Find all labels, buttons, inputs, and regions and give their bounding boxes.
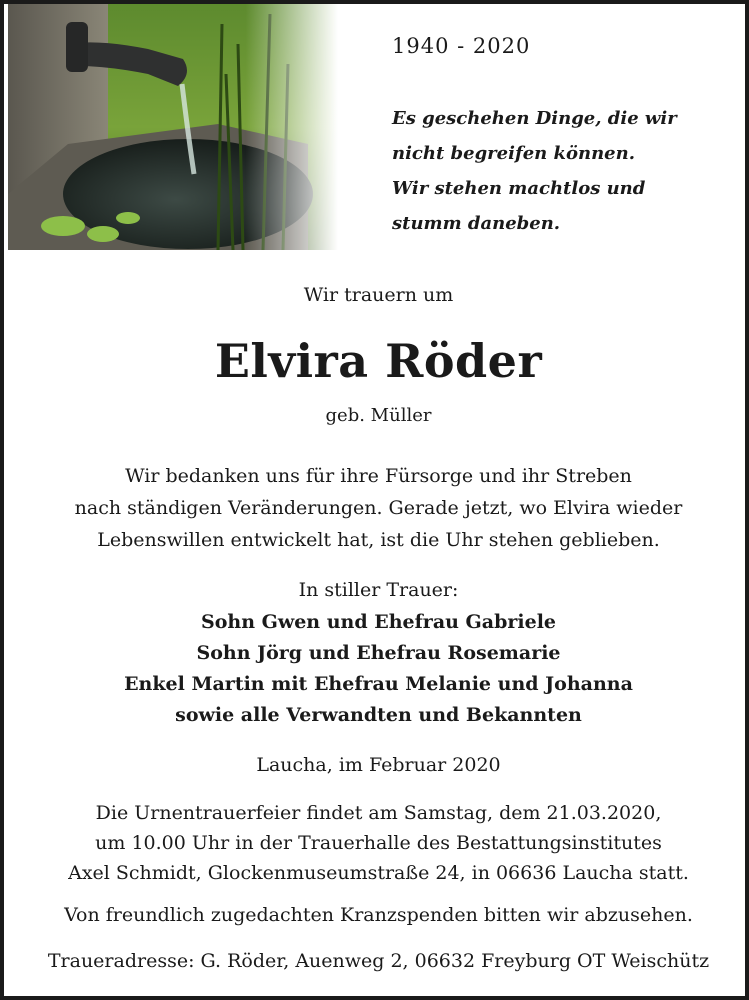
- birth-name: geb. Müller: [325, 405, 432, 426]
- fountain-photo: [8, 4, 338, 250]
- mourning-label: In stiller Trauer:: [298, 579, 459, 601]
- ceremony-line: Die Urnentrauerfeier findet am Samstag, dem 21.03.2020,: [95, 802, 662, 824]
- quote-line: nicht begreifen können.: [392, 143, 635, 164]
- memorial-quote: [392, 101, 677, 241]
- ceremony-line: Axel Schmidt, Glockenmuseumstraße 24, in 06636 Laucha statt.: [68, 862, 689, 884]
- thanks-line: Lebenswillen entwickelt hat, ist die Uhr stehen geblieben.: [97, 529, 660, 551]
- quote-line: stumm daneben.: [392, 213, 561, 234]
- quote-line: Wir stehen machtlos und: [392, 178, 646, 199]
- place-and-date: Laucha, im Februar 2020: [256, 754, 501, 776]
- wreaths-note: Von freundlich zugedachten Kranzspenden bitten wir abzusehen.: [64, 904, 693, 926]
- ceremony-line: um 10.00 Uhr in der Trauerhalle des Bestattungsinstitutes: [95, 832, 662, 854]
- quote-line: Es geschehen Dinge, die wir: [392, 108, 677, 129]
- mourner-line: Sohn Jörg und Ehefrau Rosemarie: [196, 642, 561, 664]
- thanks-line: Wir bedanken uns für ihre Fürsorge und ihr Streben: [125, 465, 632, 487]
- mourner-line: sowie alle Verwandten und Bekannten: [175, 704, 582, 726]
- mourning-intro: Wir trauern um: [303, 284, 454, 306]
- life-years: 1940 - 2020: [392, 34, 531, 58]
- mourner-line: Enkel Martin mit Ehefrau Melanie und Johanna: [124, 673, 633, 695]
- mourners-list: [4, 607, 749, 731]
- thanks-text: [4, 460, 749, 556]
- mourner-line: Sohn Gwen und Ehefrau Gabriele: [200, 611, 557, 633]
- ceremony-details: [4, 798, 749, 888]
- thanks-line: nach ständigen Veränderungen. Gerade jetzt, wo Elvira wieder: [74, 497, 683, 519]
- deceased-name: Elvira Röder: [214, 334, 543, 388]
- mourning-address: Traueradresse: G. Röder, Auenweg 2, 06632 Freyburg OT Weischütz: [47, 950, 710, 972]
